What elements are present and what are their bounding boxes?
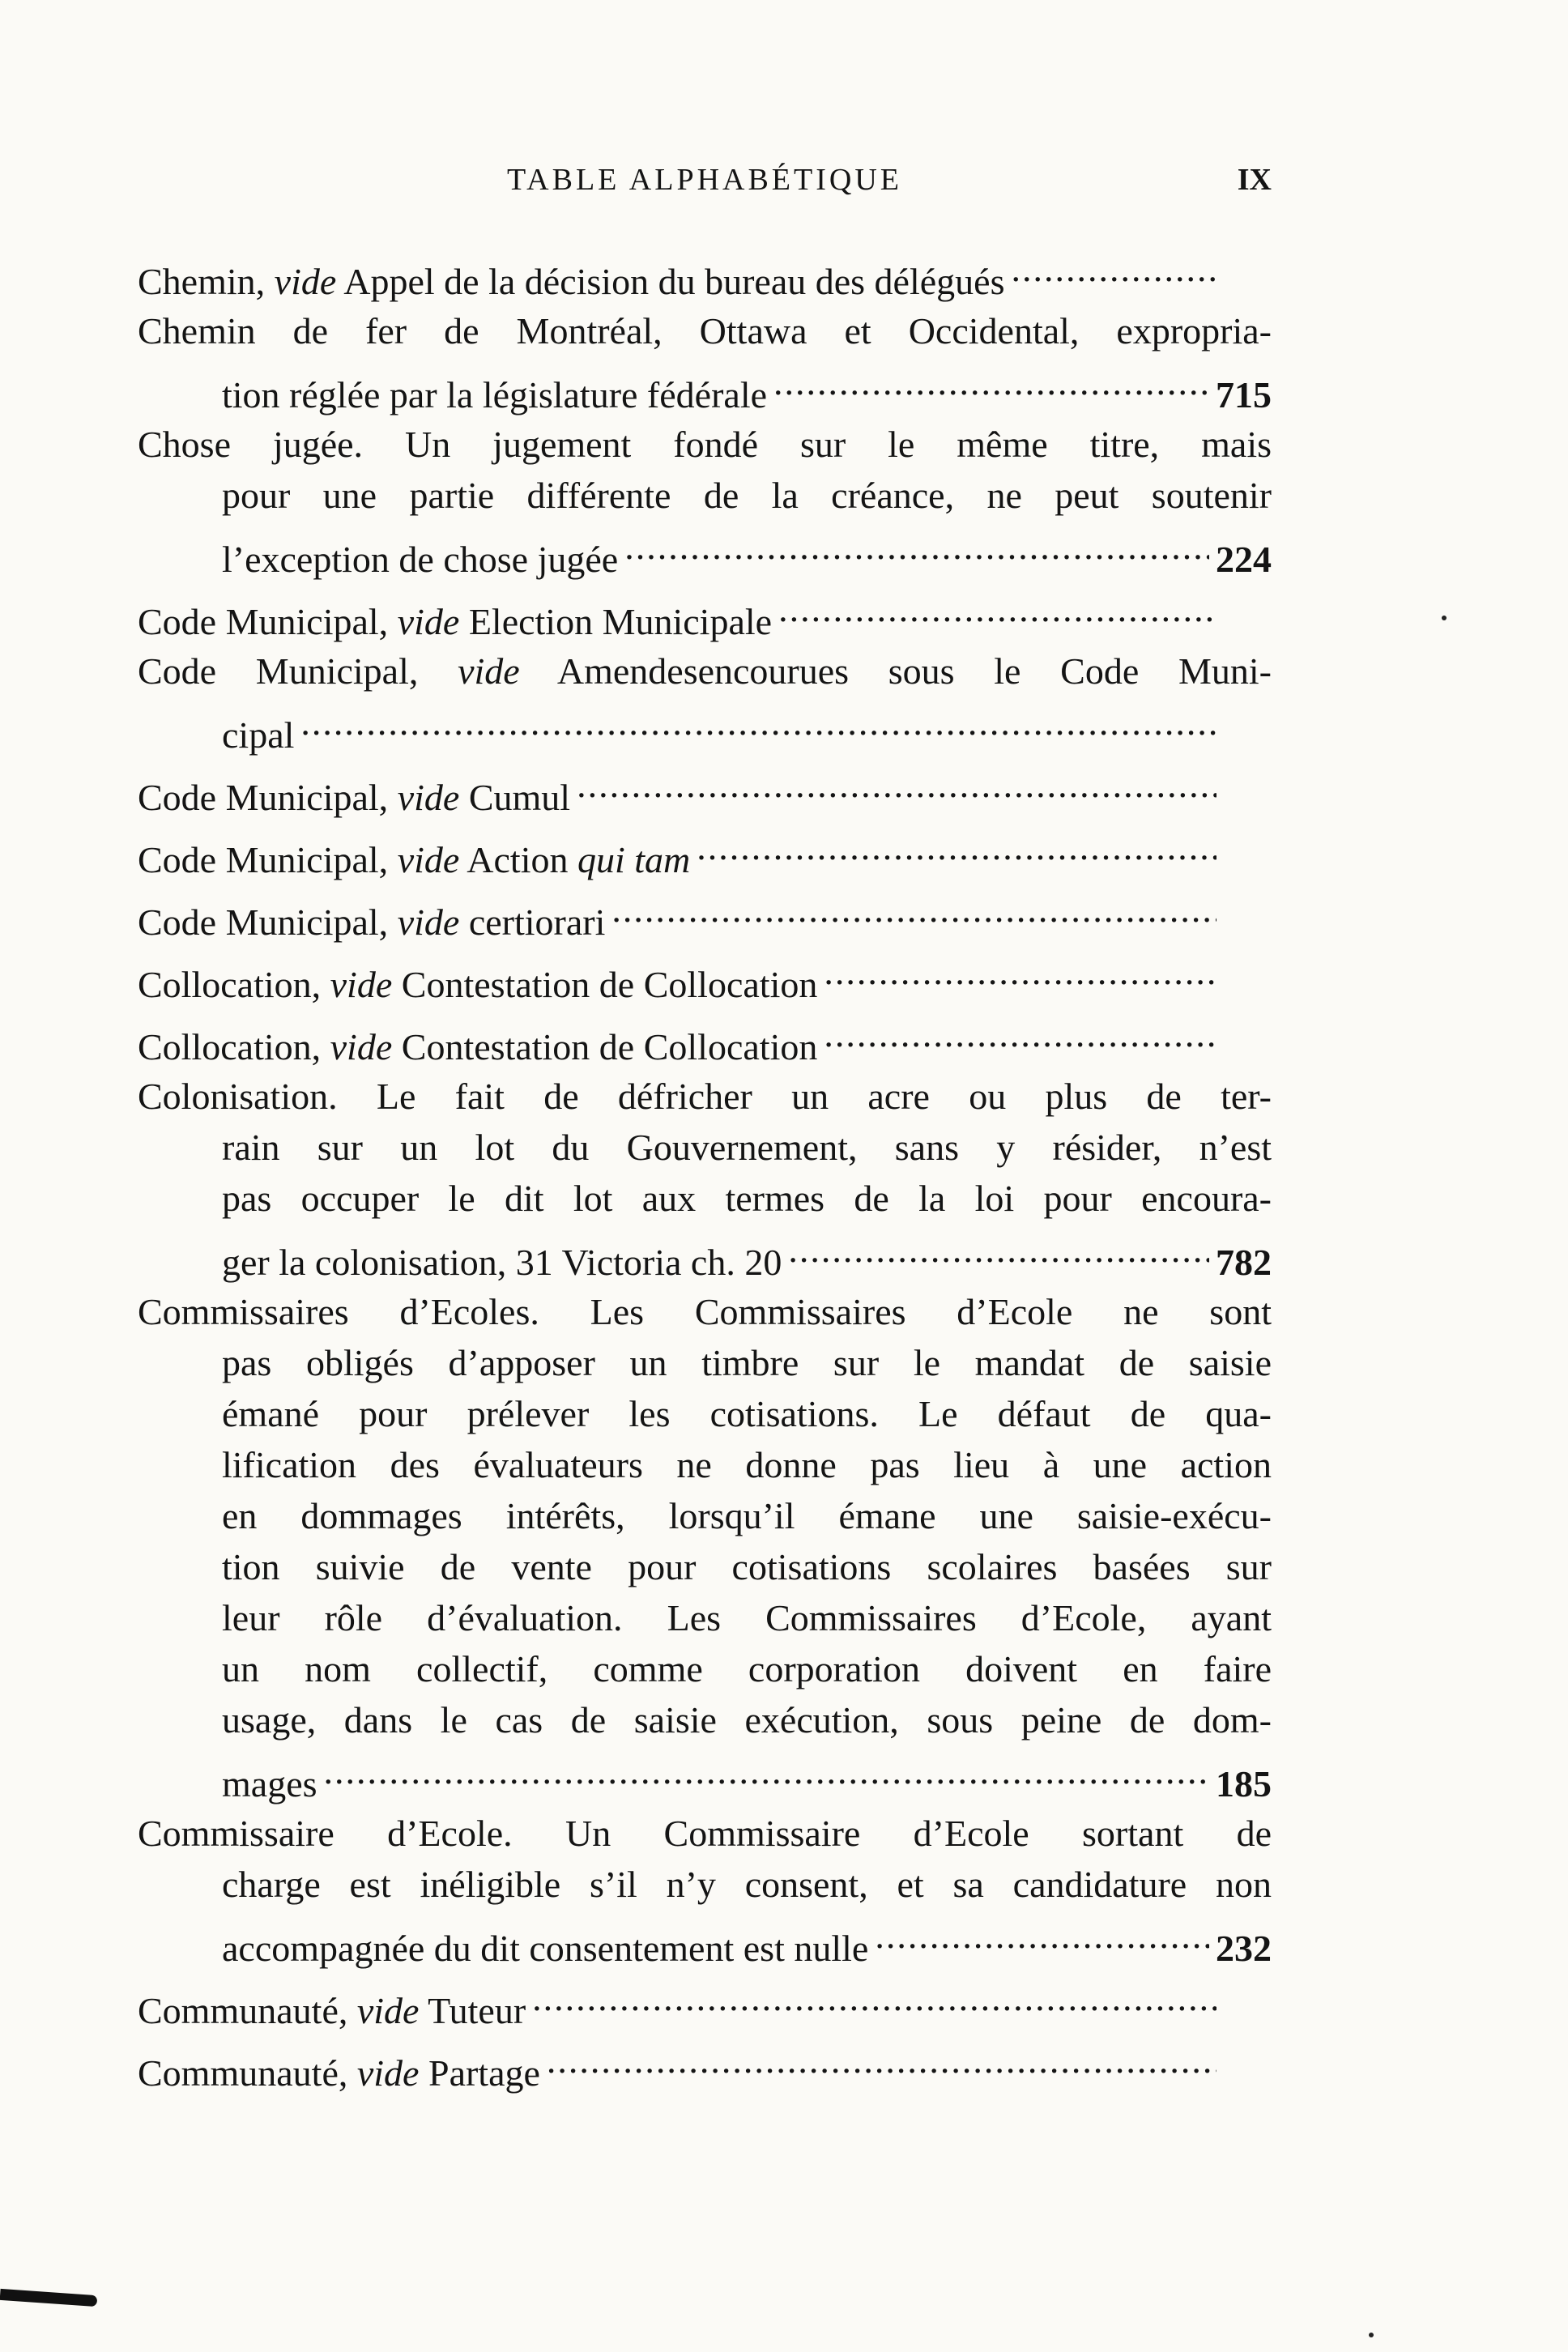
- dot-leader: [547, 2035, 1216, 2086]
- text-run: rain sur un lot du Gouvernement, sans y résider, n’est: [222, 1127, 1272, 1168]
- dot-leader: [611, 884, 1216, 935]
- entry-text: [222, 1122, 1272, 1173]
- entry-continuation-line: [138, 470, 1272, 521]
- entry-line: [138, 2035, 1272, 2094]
- entry-text: [138, 1021, 817, 1072]
- dot-leader: [697, 821, 1216, 872]
- entry-continuation-line: [138, 521, 1272, 580]
- entry-text: [138, 1808, 1272, 1859]
- text-run: lification des évaluateurs ne donne pas lieu à une action: [222, 1444, 1272, 1485]
- dot-leader: [824, 1008, 1216, 1059]
- scan-speck: [1369, 2333, 1374, 2337]
- page-reference: 232: [1216, 1928, 1272, 1969]
- entry-text: [222, 709, 294, 761]
- entry-line: [138, 759, 1272, 818]
- entry-text: [138, 256, 1005, 307]
- index-entry: [138, 821, 1272, 880]
- entry-text: [222, 1173, 1272, 1224]
- entry-continuation-line: [138, 1859, 1272, 1910]
- text-run: pour une partie différente de la créance, ne peut soutenir: [222, 475, 1272, 516]
- text-run: charge est inéligible s’il n’y consent, et sa candidature non: [222, 1864, 1272, 1905]
- index-entry: [138, 1972, 1272, 2031]
- entry-continuation-line: [138, 1439, 1272, 1490]
- entry-text: [222, 1237, 782, 1288]
- entry-text: [138, 596, 772, 647]
- index-entry: [138, 243, 1272, 302]
- entry-continuation-line: [138, 1541, 1272, 1592]
- text-run: Commissaire d’Ecole. Un Commissaire d’Ecole sortant de: [138, 1813, 1272, 1854]
- italic-term: vide: [397, 777, 460, 818]
- entry-line: [138, 646, 1272, 697]
- entry-continuation-line: [138, 1490, 1272, 1541]
- italic-term: vide: [330, 964, 393, 1005]
- italic-term: vide: [330, 1026, 393, 1067]
- dot-leader: [788, 1224, 1209, 1275]
- text-run: Communauté,: [138, 2052, 357, 2094]
- entry-continuation-line: [138, 1745, 1272, 1804]
- entry-continuation-line: [138, 1910, 1272, 1969]
- entry-line: [138, 1972, 1272, 2031]
- text-run: Chose jugée. Un jugement fondé sur le même titre, mais: [138, 424, 1272, 465]
- dot-leader: [1012, 243, 1217, 294]
- index-entry: [138, 1808, 1272, 1969]
- text-run: tion réglée par la législature fédérale: [222, 374, 768, 415]
- index-entry: [138, 419, 1272, 580]
- text-run: mages: [222, 1763, 317, 1804]
- page-reference: 185: [1216, 1763, 1272, 1804]
- italic-term: vide: [356, 1990, 420, 2031]
- italic-term: vide: [397, 601, 460, 642]
- entry-text: [138, 834, 690, 885]
- italic-term: vide: [397, 901, 460, 943]
- page-reference: 782: [1216, 1242, 1272, 1283]
- entry-continuation-line: [138, 1122, 1272, 1173]
- entry-line: [138, 1808, 1272, 1859]
- entry-continuation-line: [138, 356, 1272, 415]
- index-entries: [138, 243, 1272, 2097]
- italic-term: vide: [356, 2052, 420, 2094]
- text-run: Communauté,: [138, 1990, 357, 2031]
- page-header: [138, 162, 1272, 211]
- entry-text: [138, 1985, 526, 2036]
- entry-text: [222, 369, 767, 420]
- entry-text: [138, 897, 605, 948]
- text-run: pas obligés d’apposer un timbre sur le mandat de saisie: [222, 1342, 1272, 1383]
- entry-text: [138, 772, 570, 823]
- text-run: Cumul: [459, 777, 571, 818]
- scan-artifact: [0, 2289, 97, 2307]
- dot-leader: [778, 583, 1216, 634]
- entry-line: [138, 884, 1272, 943]
- dot-leader: [875, 1910, 1209, 1961]
- entry-continuation-line: [138, 1337, 1272, 1388]
- index-entry: [138, 2035, 1272, 2094]
- italic-term: vide: [397, 839, 460, 880]
- entry-text: [222, 1388, 1272, 1439]
- entry-continuation-line: [138, 1224, 1272, 1283]
- index-entry: [138, 884, 1272, 943]
- text-run: un nom collectif, comme corporation doivent en faire: [222, 1648, 1272, 1689]
- text-run: Code Municipal,: [138, 839, 398, 880]
- text-run: en dommages intérêts, lorsqu’il émane une saisie-exécu-: [222, 1495, 1272, 1536]
- text-run: Chemin de fer de Montréal, Ottawa et Occidental, expropria-: [138, 310, 1272, 352]
- entry-text: [138, 1071, 1272, 1122]
- text-run: Collocation,: [138, 1026, 330, 1067]
- text-run: Partage: [419, 2052, 540, 2094]
- entry-continuation-line: [138, 697, 1272, 756]
- text-run: l’exception de chose jugée: [222, 539, 619, 580]
- entry-continuation-line: [138, 1592, 1272, 1643]
- entry-text: [222, 534, 618, 585]
- running-title: TABLE ALPHABÉTIQUE: [507, 163, 902, 197]
- dot-leader: [577, 759, 1216, 810]
- text-run: Code Municipal,: [138, 901, 398, 943]
- entry-continuation-line: [138, 1388, 1272, 1439]
- entry-text: [138, 959, 817, 1010]
- entry-text: [222, 1490, 1272, 1541]
- text-run: Action: [459, 839, 577, 880]
- entry-text: [138, 419, 1272, 470]
- text-run: Code Municipal,: [138, 650, 458, 692]
- text-run: Election Municipale: [459, 601, 773, 642]
- entry-text: [222, 470, 1272, 521]
- text-run: ger la colonisation, 31 Victoria ch. 20: [222, 1242, 782, 1283]
- text-run: Contestation de Collocation: [392, 1026, 818, 1067]
- text-run: Amendesencourues sous le Code Muni-: [519, 650, 1272, 692]
- entry-line: [138, 419, 1272, 470]
- dot-leader: [824, 946, 1216, 997]
- dot-leader: [300, 697, 1216, 748]
- text-run: Commissaires d’Ecoles. Les Commissaires d’Ecole ne sont: [138, 1291, 1272, 1332]
- italic-term: vide: [274, 261, 337, 302]
- text-run: émané pour prélever les cotisations. Le défaut de qua-: [222, 1393, 1272, 1434]
- index-entry: [138, 1008, 1272, 1067]
- entry-text: [222, 1643, 1272, 1694]
- entry-line: [138, 821, 1272, 880]
- text-run: cipal: [222, 714, 295, 756]
- dot-leader: [532, 1972, 1216, 2023]
- text-run: Chemin,: [138, 261, 275, 302]
- text-run: leur rôle d’évaluation. Les Commissaires d’Ecole, ayant: [222, 1597, 1272, 1638]
- entry-line: [138, 583, 1272, 642]
- text-run: certiorari: [459, 901, 606, 943]
- entry-line: [138, 305, 1272, 356]
- text-run: Code Municipal,: [138, 777, 398, 818]
- text-run: Colonisation. Le fait de défricher un acre ou plus de ter-: [138, 1076, 1272, 1117]
- text-run: tion suivie de vente pour cotisations scolaires basées sur: [222, 1546, 1272, 1587]
- entry-text: [222, 1439, 1272, 1490]
- index-entry: [138, 1071, 1272, 1283]
- page-reference: 224: [1216, 539, 1272, 580]
- text-run: accompagnée du dit consentement est nulle: [222, 1928, 869, 1969]
- page-reference: 715: [1216, 374, 1272, 415]
- index-entry: [138, 1286, 1272, 1804]
- entry-text: [222, 1923, 868, 1974]
- entry-text: [138, 305, 1272, 356]
- dot-leader: [324, 1745, 1209, 1796]
- index-entry: [138, 759, 1272, 818]
- entry-text: [138, 2047, 540, 2098]
- page-number: IX: [1237, 163, 1272, 197]
- entry-line: [138, 1071, 1272, 1122]
- text-run: Collocation,: [138, 964, 330, 1005]
- entry-continuation-line: [138, 1643, 1272, 1694]
- text-run: Contestation de Collocation: [392, 964, 818, 1005]
- text-run: usage, dans le cas de saisie exécution, sous peine de dom-: [222, 1699, 1272, 1741]
- entry-text: [222, 1592, 1272, 1643]
- text-run: Tuteur: [419, 1990, 526, 2031]
- index-entry: [138, 583, 1272, 642]
- entry-line: [138, 243, 1272, 302]
- text-run: Code Municipal,: [138, 601, 398, 642]
- dot-leader: [624, 521, 1209, 572]
- entry-line: [138, 1008, 1272, 1067]
- scan-speck: [1442, 616, 1447, 620]
- entry-continuation-line: [138, 1173, 1272, 1224]
- entry-text: [222, 1694, 1272, 1745]
- index-entry: [138, 646, 1272, 756]
- entry-line: [138, 1286, 1272, 1337]
- entry-text: [222, 1758, 317, 1809]
- italic-term: vide: [458, 650, 520, 692]
- entry-text: [222, 1337, 1272, 1388]
- text-run: pas occuper le dit lot aux termes de la loi pour encoura-: [222, 1178, 1272, 1219]
- entry-text: [138, 646, 1272, 697]
- italic-term: qui tam: [577, 839, 691, 880]
- text-run: Appel de la décision du bureau des délégués: [336, 261, 1005, 302]
- entry-continuation-line: [138, 1694, 1272, 1745]
- entry-text: [138, 1286, 1272, 1337]
- entry-text: [222, 1859, 1272, 1910]
- entry-text: [222, 1541, 1272, 1592]
- index-entry: [138, 305, 1272, 415]
- index-entry: [138, 946, 1272, 1005]
- dot-leader: [773, 356, 1209, 407]
- entry-line: [138, 946, 1272, 1005]
